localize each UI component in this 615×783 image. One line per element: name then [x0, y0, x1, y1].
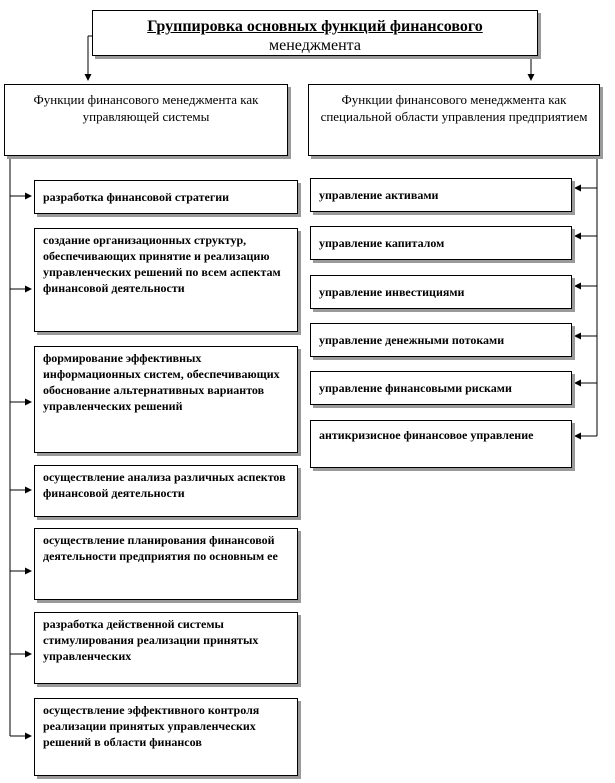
left-item-incentives: разработка действенной системы стимулирования реализации принятых управленческих [34, 612, 298, 684]
right-item-anti-crisis: антикризисное финансовое управление [310, 420, 572, 468]
right-item-investments: управление инвестициями [310, 275, 572, 309]
right-item-assets: управление активами [310, 178, 572, 212]
title-line-2: менеджмента [269, 37, 361, 54]
left-item-control: осуществление эффективного контроля реализации принятых управленческих решений в области финансов [34, 698, 298, 776]
left-item-info-systems: формирование эффективных информационных систем, обеспечивающих обоснование альтернативных вариантов управленческих решений [34, 346, 298, 453]
left-item-org-structures: создание организационных структур, обеспечивающих принятие и реализацию управленческих решений по всем аспектам финансовой деятельности [34, 228, 298, 332]
diagram-title [92, 10, 538, 56]
left-item-strategy: разработка финансовой стратегии [34, 180, 298, 214]
right-item-risks: управление финансовыми рисками [310, 371, 572, 405]
right-item-capital: управление капиталом [310, 226, 572, 260]
left-item-planning: осуществление планирования финансовой деятельности предприятия по основным ее [34, 528, 298, 600]
left-column-header: Функции финансового менеджмента как управляющей системы [4, 84, 288, 156]
left-item-analysis: осуществление анализа различных аспектов финансовой деятельности [34, 465, 298, 517]
right-item-cash-flows: управление денежными потоками [310, 323, 572, 357]
right-column-header: Функции финансового менеджмента как специальной области управления предприятием [308, 84, 600, 156]
title-line-1: Группировка основных функций финансового [147, 18, 483, 35]
